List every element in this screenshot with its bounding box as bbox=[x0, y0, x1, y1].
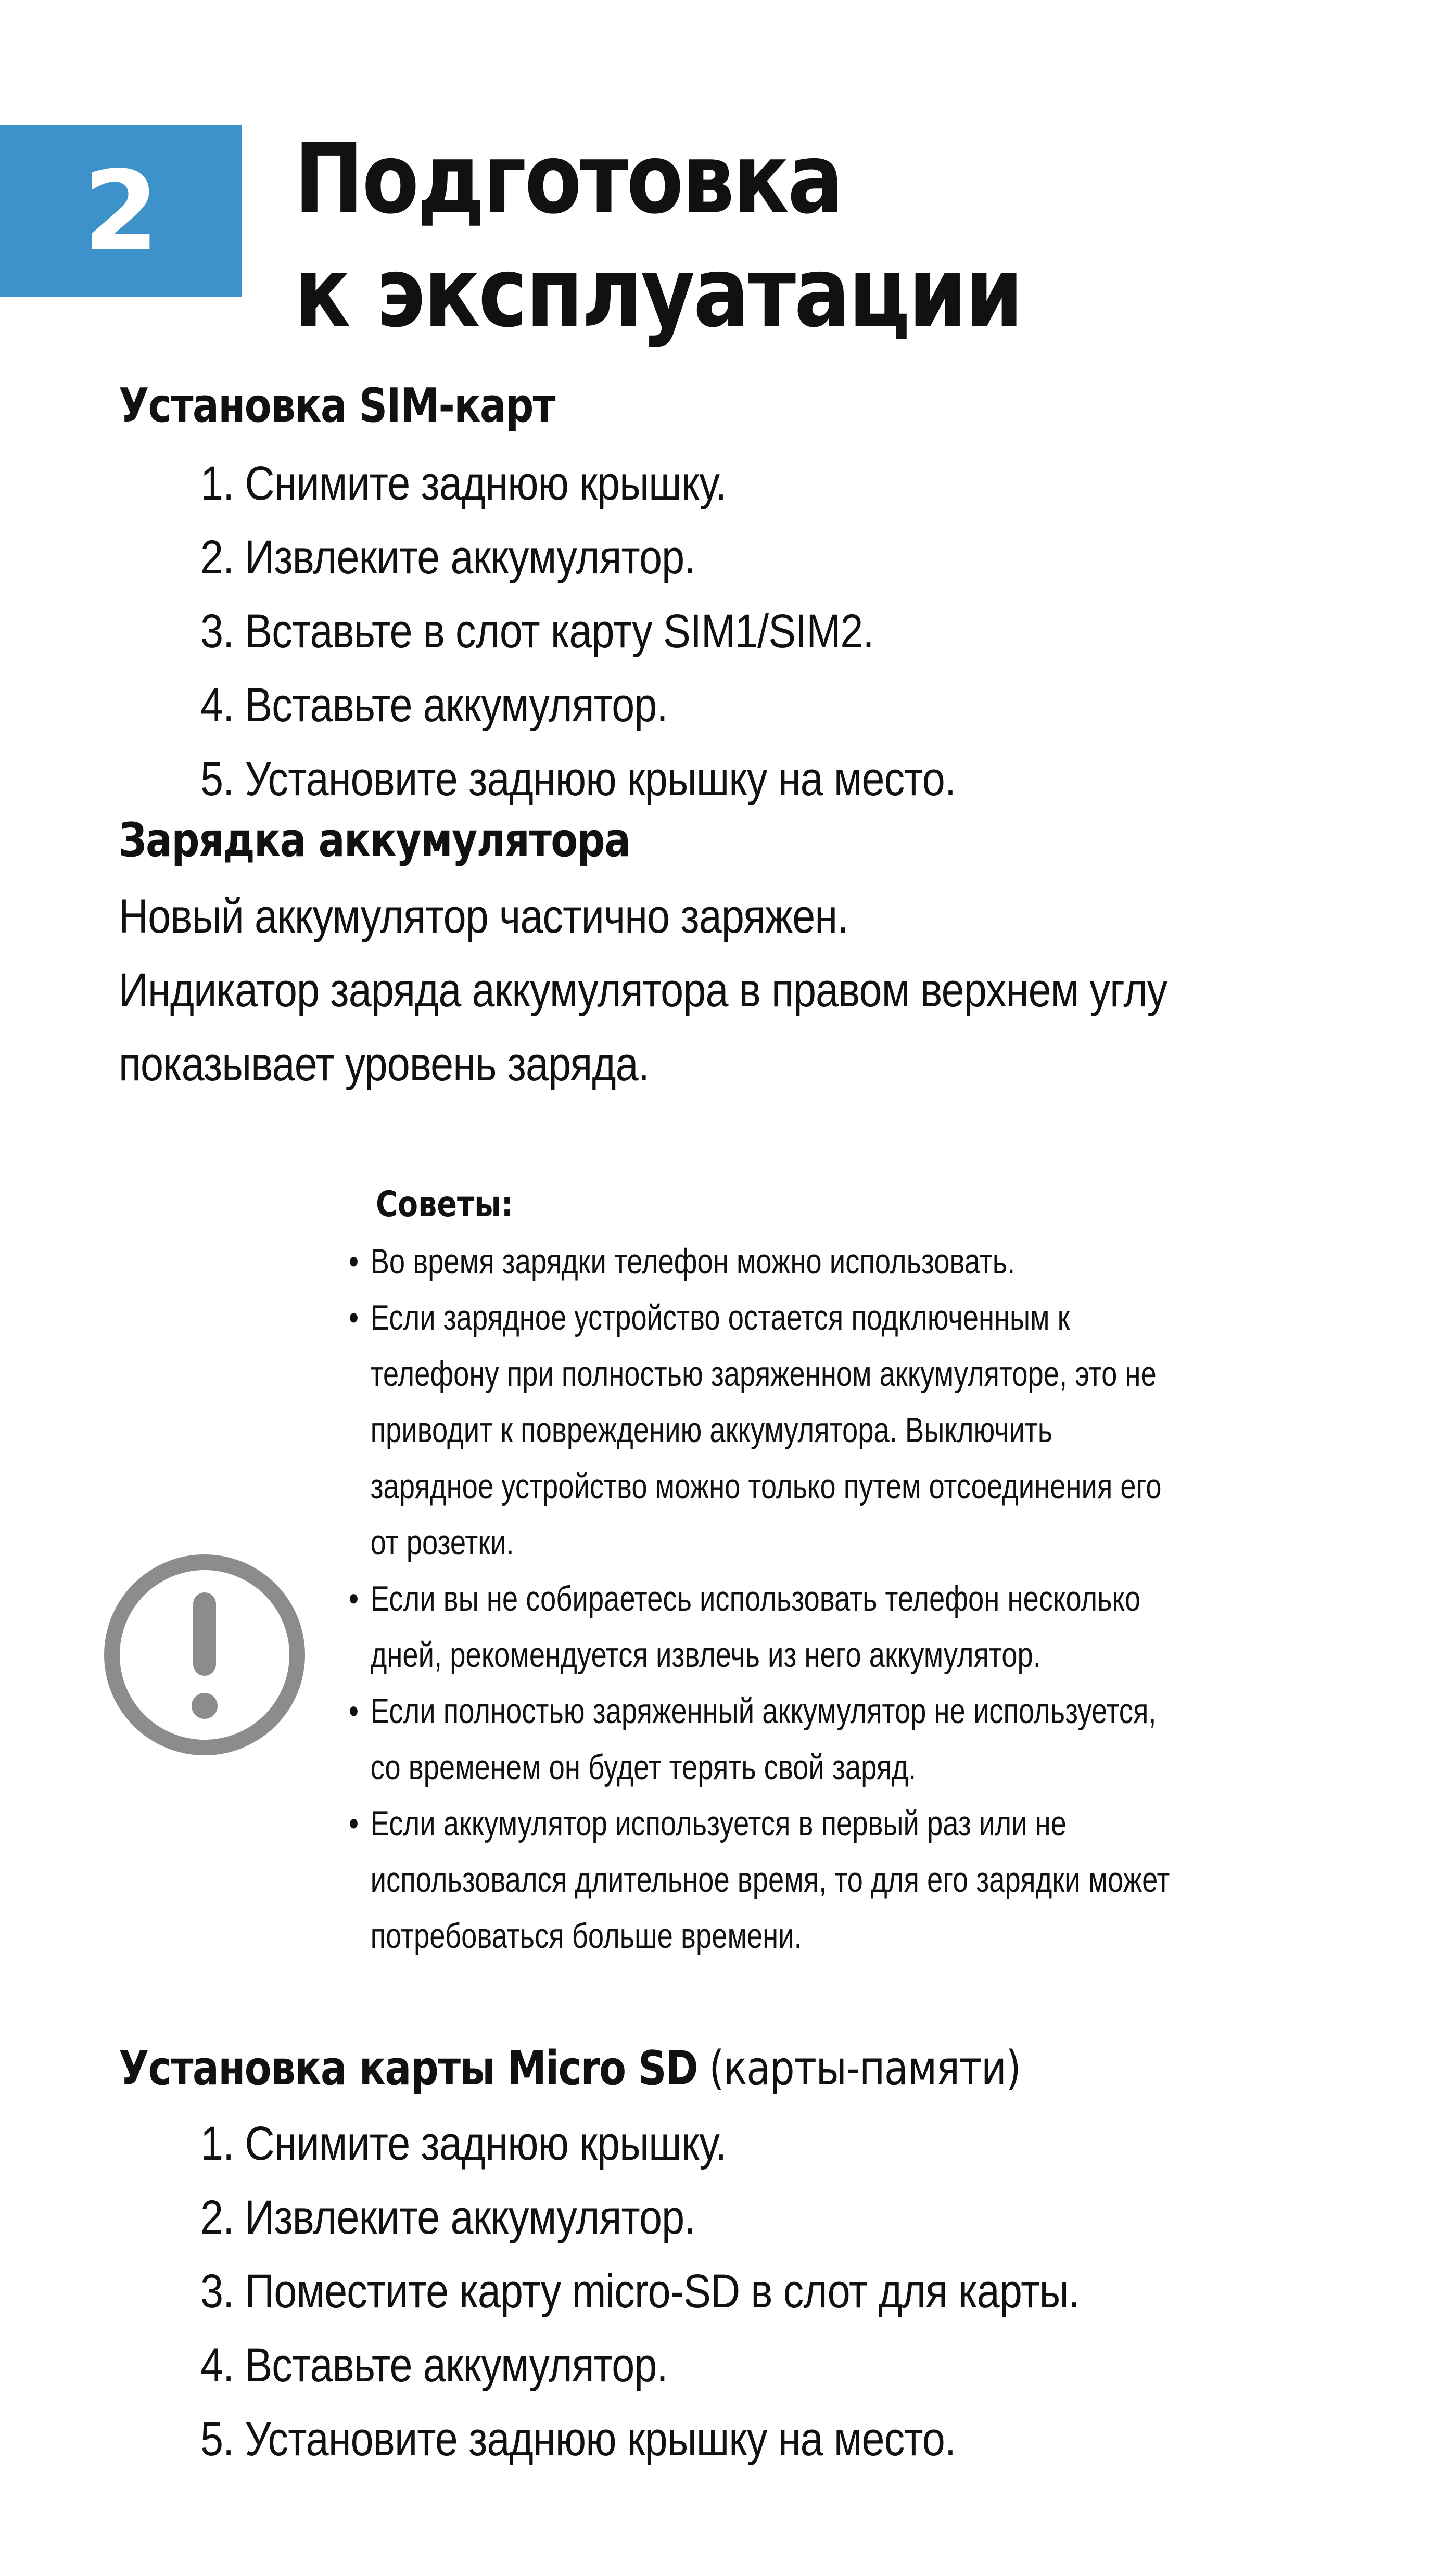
tip-line: от розетки. bbox=[370, 1523, 514, 1562]
sim-steps-list bbox=[200, 447, 1078, 816]
tip-line: • Во время зарядки телефон можно использовать. bbox=[370, 1242, 1016, 1281]
tips-title: Советы: bbox=[376, 1184, 513, 1225]
list-item: 3. Вставьте в слот карту SIM1/SIM2. bbox=[200, 605, 874, 658]
charging-description bbox=[119, 879, 1215, 1101]
paragraph-line: Новый аккумулятор частично заряжен. bbox=[119, 890, 848, 943]
list-item: 1. Снимите заднюю крышку. bbox=[200, 2117, 727, 2170]
list-item: 1. Снимите заднюю крышку. bbox=[200, 457, 727, 510]
list-item: 5. Установите заднюю крышку на место. bbox=[200, 753, 956, 806]
tip-item bbox=[349, 1795, 1327, 1964]
tip-line: зарядное устройство можно только путем отсоединения его bbox=[370, 1466, 1162, 1506]
list-item: 4. Вставьте аккумулятор. bbox=[200, 679, 668, 732]
tip-line: приводит к повреждению аккумулятора. Выключить bbox=[370, 1410, 1053, 1450]
tip-line: со временем он будет терять свой заряд. bbox=[370, 1748, 917, 1787]
tips-list bbox=[349, 1233, 1327, 1964]
tip-line: дней, рекомендуется извлечь из него аккумулятор. bbox=[370, 1635, 1041, 1675]
sd-section-heading bbox=[119, 2040, 1020, 2097]
chapter-title bbox=[294, 122, 1256, 349]
sd-heading-bold: Установка карты Micro SD bbox=[119, 2041, 697, 2096]
tip-line: • Если аккумулятор используется в первый раз или не bbox=[370, 1804, 1067, 1843]
chapter-number-badge: 2 bbox=[0, 125, 242, 297]
tip-line: использовался длительное время, то для его зарядки может bbox=[370, 1860, 1170, 1899]
tip-line: телефону при полностью заряженном аккумуляторе, это не bbox=[370, 1354, 1157, 1394]
list-item: 4. Вставьте аккумулятор. bbox=[200, 2339, 668, 2392]
tip-line: • Если полностью заряженный аккумулятор не используется, bbox=[370, 1691, 1157, 1731]
list-item: 2. Извлеките аккумулятор. bbox=[200, 2191, 695, 2244]
list-item: 2. Извлеките аккумулятор. bbox=[200, 531, 695, 584]
chapter-title-line-1: Подготовка bbox=[294, 122, 842, 235]
sd-heading-normal: (карты-памяти) bbox=[697, 2041, 1021, 2096]
tip-line: • Если вы не собираетесь использовать телефон несколько bbox=[370, 1579, 1141, 1618]
sd-steps-list bbox=[200, 2107, 1223, 2476]
sim-section-heading: Установка SIM-карт bbox=[119, 378, 555, 433]
tip-item bbox=[349, 1571, 1327, 1683]
tip-item bbox=[349, 1290, 1327, 1571]
list-item: 5. Установите заднюю крышку на место. bbox=[200, 2413, 956, 2466]
paragraph-line: показывает уровень заряда. bbox=[119, 1038, 649, 1091]
exclamation-circle-icon bbox=[98, 1548, 311, 1762]
tip-item bbox=[349, 1683, 1327, 1795]
chapter-title-line-2: к эксплуатации bbox=[294, 236, 1022, 349]
tip-line: • Если зарядное устройство остается подключенным к bbox=[370, 1298, 1070, 1337]
charging-section-heading: Зарядка аккумулятора bbox=[119, 813, 630, 868]
list-item: 3. Поместите карту micro-SD в слот для карты. bbox=[200, 2265, 1080, 2318]
tip-line: потребоваться больше времени. bbox=[370, 1916, 802, 1956]
tip-item bbox=[349, 1233, 1327, 1290]
paragraph-line: Индикатор заряда аккумулятора в правом верхнем углу bbox=[119, 964, 1167, 1017]
